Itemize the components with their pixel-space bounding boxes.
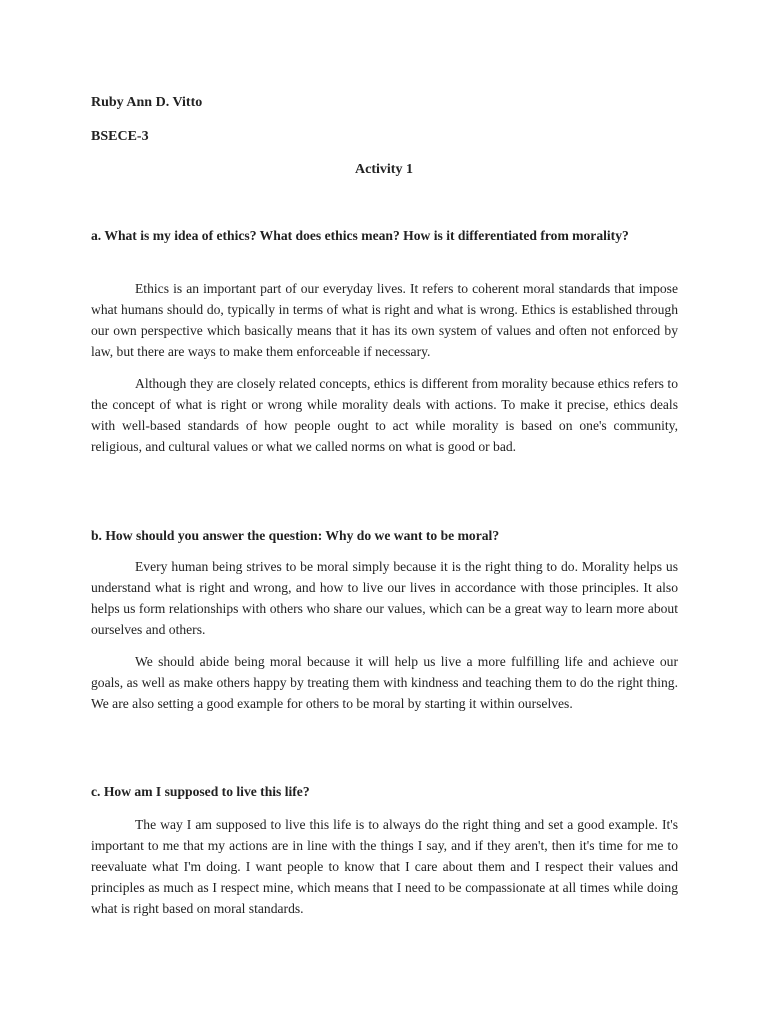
answer-a-paragraph-1: Ethics is an important part of our everyday lives. It refers to coherent moral standards that impose what humans should do, typically in terms of what is right and what is wrong. Ethics is established through our own perspective which basically means that it has its own system of values and often not enforced by law, but there are ways to make them enforceable if necessary.	[91, 281, 678, 359]
author-name: Ruby Ann D. Vitto	[91, 95, 203, 110]
activity-title: Activity 1	[355, 162, 413, 177]
answer-b-paragraph-2: We should abide being moral because it will help us live a more fulfilling life and achieve our goals, as well as make others happy by treating them with kindness and teaching them to do the right thing. We are also setting a good example for others to be moral by starting it within ourselves.	[91, 654, 678, 711]
question-c: c. How am I supposed to live this life?	[91, 784, 310, 799]
course-code: BSECE-3	[91, 129, 149, 144]
question-a: a. What is my idea of ethics? What does ethics mean? How is it differentiated from morality?	[91, 228, 629, 243]
answer-c-paragraph-1: The way I am supposed to live this life is to always do the right thing and set a good example. It's important to me that my actions are in line with the things I say, and if they aren't, then it's time for me to reevaluate what I'm doing. I want people to know that I care about them and I respect their values and principles as much as I respect mine, which means that I need to be compassionate at all times while doing what is right based on moral standards.	[91, 817, 678, 916]
answer-b-paragraph-1: Every human being strives to be moral simply because it is the right thing to do. Morality helps us understand what is right and wrong, and how to live our lives in accordance with those principles. It also helps us form relationships with others who share our values, which can be a great way to learn more about ourselves and others.	[91, 559, 678, 637]
answer-a-paragraph-2: Although they are closely related concepts, ethics is different from morality because ethics refers to the concept of what is right or wrong while morality deals with actions. To make it precise, ethics deals with well-based standards of how people ought to act while morality is based on one's community, religious, and cultural values or what we called norms on what is good or bad.	[91, 376, 678, 454]
question-b: b. How should you answer the question: Why do we want to be moral?	[91, 528, 500, 543]
